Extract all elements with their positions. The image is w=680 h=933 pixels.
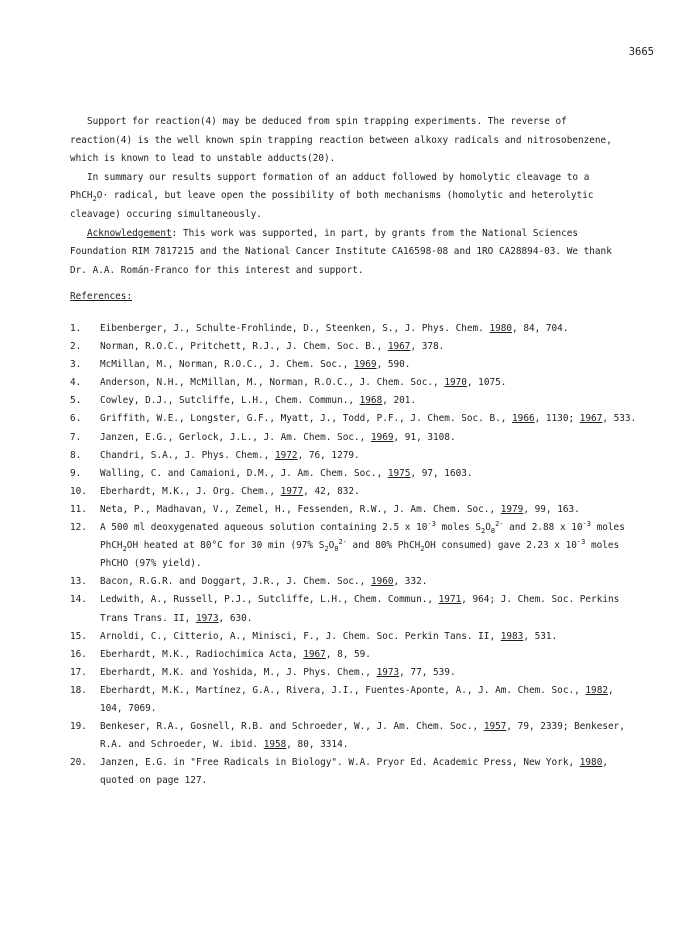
reference-year: 1960 bbox=[370, 576, 394, 588]
paragraph-spin-trapping bbox=[70, 113, 632, 169]
reference-number: 12. bbox=[70, 522, 87, 534]
reference-part: moles PhCHO (97% yield). bbox=[100, 540, 620, 570]
reference-part: A 500 ml deoxygenated aqueous solution containing 2.5 x 10 bbox=[100, 522, 428, 534]
reference-part: , 79, 2339; Benkeser, R.A. and Schroeder, W. ibid. bbox=[100, 721, 625, 751]
reference-item bbox=[70, 447, 640, 465]
reference-text bbox=[100, 682, 640, 718]
reference-number: 7. bbox=[70, 431, 82, 443]
reference-list bbox=[70, 320, 640, 790]
reference-part: Norman, R.O.C., Pritchett, R.J., J. Chem. Soc. B., bbox=[100, 341, 388, 353]
reference-part: , 1075. bbox=[466, 377, 507, 389]
reference-part: OH heated at 80°C for 30 min (97% S bbox=[126, 540, 325, 552]
reference-part: Eberhardt, M.K., J. Org. Chem., bbox=[100, 485, 281, 497]
reference-item bbox=[70, 483, 640, 501]
reference-part: , 533. bbox=[602, 413, 637, 425]
reference-part: , 99, 163. bbox=[523, 503, 580, 515]
reference-text bbox=[100, 392, 640, 410]
reference-text bbox=[100, 646, 640, 664]
reference-year: 1979 bbox=[500, 503, 524, 515]
reference-part: , 1130; bbox=[534, 413, 580, 425]
reference-number: 18. bbox=[70, 684, 87, 696]
reference-part: , 76, 1279. bbox=[297, 449, 360, 461]
reference-part: , 332. bbox=[393, 576, 428, 588]
subscript: 2 bbox=[324, 545, 329, 553]
reference-year: 1971 bbox=[438, 594, 462, 606]
reference-year: 1969 bbox=[354, 359, 377, 371]
reference-item bbox=[70, 573, 640, 591]
reference-item bbox=[70, 320, 640, 338]
reference-part: Eberhardt, M.K., Martínez, G.A., Rivera, J.I., Fuentes-Aponte, A., J. Am. Chem. Soc., bbox=[100, 684, 586, 696]
reference-number: 13. bbox=[70, 576, 87, 588]
superscript: 2- bbox=[495, 519, 504, 528]
reference-year: 1969 bbox=[370, 431, 394, 443]
reference-item bbox=[70, 429, 640, 447]
reference-item bbox=[70, 374, 640, 392]
reference-number: 4. bbox=[70, 377, 82, 389]
reference-number: 14. bbox=[70, 594, 87, 606]
reference-part: Eibenberger, J., Schulte-Frohlinde, D., Steenken, S., J. Phys. Chem. bbox=[100, 323, 490, 334]
reference-item bbox=[70, 591, 640, 627]
reference-part: Janzen, E.G., Gerlock, J.L., J. Am. Chem. Soc., bbox=[100, 431, 371, 443]
reference-text bbox=[100, 338, 640, 356]
reference-item bbox=[70, 410, 640, 428]
reference-part: , 8, 59. bbox=[325, 648, 371, 660]
reference-part: , 84, 704. bbox=[512, 323, 569, 334]
reference-year: 1982 bbox=[585, 684, 608, 696]
reference-part: Griffith, W.E., Longster, G.F., Myatt, J., Todd, P.F., J. Chem. Soc. B., bbox=[100, 413, 513, 425]
reference-year: 1958 bbox=[263, 739, 287, 751]
reference-text bbox=[100, 519, 640, 573]
reference-part: Walling, C. and Camaioni, D.M., J. Am. Chem. Soc., bbox=[100, 467, 388, 479]
reference-number: 15. bbox=[70, 630, 87, 642]
reference-part: , 378. bbox=[410, 341, 445, 353]
reference-part: and 2.88 x 10 bbox=[503, 522, 583, 534]
subscript: 2 bbox=[122, 545, 127, 553]
reference-number: 8. bbox=[70, 449, 82, 461]
reference-part: , 531. bbox=[523, 630, 558, 642]
reference-year: 1957 bbox=[483, 721, 507, 733]
reference-number: 2. bbox=[70, 341, 82, 353]
reference-number: 5. bbox=[70, 395, 82, 407]
reference-part: Bacon, R.G.R. and Doggart, J.R., J. Chem. Soc., bbox=[100, 576, 371, 588]
reference-number: 17. bbox=[70, 666, 87, 678]
reference-part: Ledwith, A., Russell, P.J., Sutcliffe, L.H., Chem. Commun., bbox=[100, 594, 439, 606]
reference-year: 1975 bbox=[387, 467, 411, 479]
subscript: 2 bbox=[480, 526, 486, 535]
reference-text bbox=[100, 628, 640, 646]
reference-part: Eberhardt, M.K. and Yoshida, M., J. Phys. Chem., bbox=[100, 666, 377, 678]
reference-text bbox=[100, 356, 640, 374]
reference-item bbox=[70, 356, 640, 374]
superscript: 2- bbox=[338, 538, 347, 546]
reference-year: 1983 bbox=[500, 630, 524, 642]
reference-number: 10. bbox=[70, 485, 87, 497]
superscript: -3 bbox=[582, 519, 591, 528]
reference-item bbox=[70, 519, 640, 573]
reference-item bbox=[70, 392, 640, 410]
reference-part: OH consumed) gave 2.23 x 10 bbox=[424, 540, 577, 552]
reference-part: Neta, P., Madhavan, V., Zemel, H., Fessenden, R.W., J. Am. Chem. Soc., bbox=[100, 503, 501, 515]
reference-text bbox=[100, 718, 640, 754]
reference-text bbox=[100, 573, 640, 591]
reference-text bbox=[100, 429, 640, 447]
reference-year: 1966 bbox=[512, 413, 535, 425]
reference-part: , 964; J. Chem. Soc. Perkins Trans Trans. II, bbox=[100, 594, 620, 624]
reference-number: 1. bbox=[70, 323, 82, 334]
reference-part: Chandri, S.A., J. Phys. Chem., bbox=[100, 449, 275, 461]
reference-text bbox=[100, 447, 640, 465]
reference-text bbox=[100, 320, 640, 338]
reference-part: moles PhCH bbox=[100, 522, 625, 552]
body-text bbox=[70, 113, 632, 280]
reference-part: Arnoldi, C., Citterio, A., Minisci, F., J. Chem. Soc. Perkin Tans. II, bbox=[100, 630, 501, 642]
subscript: 8 bbox=[334, 545, 339, 553]
reference-text bbox=[100, 754, 640, 790]
reference-part: O bbox=[485, 522, 491, 534]
reference-text bbox=[100, 374, 640, 392]
reference-part: , 201. bbox=[382, 395, 417, 407]
reference-year: 1973 bbox=[195, 612, 219, 624]
subscript: 2 bbox=[420, 545, 425, 553]
reference-part: Anderson, N.H., McMillan, M., Norman, R.O.C., J. Chem. Soc., bbox=[100, 377, 445, 389]
paragraph-acknowledgement bbox=[70, 225, 632, 281]
reference-text bbox=[100, 410, 640, 428]
reference-year: 1972 bbox=[274, 449, 298, 461]
reference-number: 19. bbox=[70, 721, 87, 733]
reference-number: 16. bbox=[70, 648, 87, 660]
subscript: 8 bbox=[490, 526, 496, 535]
reference-part: , 630. bbox=[218, 612, 253, 624]
reference-part: Cowley, D.J., Sutcliffe, L.H., Chem. Commun., bbox=[100, 395, 360, 407]
reference-number: 9. bbox=[70, 467, 82, 479]
reference-year: 1977 bbox=[280, 485, 304, 497]
reference-year: 1967 bbox=[387, 341, 411, 353]
references-heading: References: bbox=[70, 291, 133, 302]
reference-item bbox=[70, 465, 640, 483]
reference-year: 1980 bbox=[579, 757, 603, 769]
reference-year: 1970 bbox=[444, 377, 467, 389]
reference-number: 20. bbox=[70, 757, 87, 769]
reference-part: , 80, 3314. bbox=[286, 739, 349, 751]
reference-item bbox=[70, 501, 640, 519]
reference-item bbox=[70, 628, 640, 646]
reference-text bbox=[100, 465, 640, 483]
subscript: 2 bbox=[92, 195, 97, 204]
reference-year: 1980 bbox=[489, 323, 513, 334]
reference-year: 1967 bbox=[303, 648, 326, 660]
reference-part: , 42, 832. bbox=[303, 485, 360, 497]
reference-part: O bbox=[328, 540, 335, 552]
reference-part: McMillan, M., Norman, R.O.C., J. Chem. Soc., bbox=[100, 359, 354, 371]
reference-item bbox=[70, 646, 640, 664]
superscript: -3 bbox=[427, 519, 436, 528]
acknowledgement-label: Acknowledgement bbox=[87, 227, 172, 239]
reference-part: , 590. bbox=[376, 359, 411, 371]
reference-year: 1973 bbox=[376, 666, 400, 678]
reference-part: and 80% PhCH bbox=[346, 540, 421, 552]
reference-part: , quoted on page 127. bbox=[100, 757, 608, 787]
reference-number: 3. bbox=[70, 359, 82, 371]
reference-part: , 91, 3108. bbox=[393, 431, 456, 443]
reference-year: 1968 bbox=[359, 395, 383, 407]
reference-item bbox=[70, 718, 640, 754]
reference-item bbox=[70, 664, 640, 682]
reference-text bbox=[100, 501, 640, 519]
reference-text bbox=[100, 664, 640, 682]
reference-item bbox=[70, 682, 640, 718]
reference-number: 6. bbox=[70, 413, 82, 425]
paragraph-text: : This work was supported, in part, by grants from the National Sciences Foundation RIM 7817215 and the National Cancer Institute CA16598-08 and 1RO CA28894-03. We thank Dr. A.A. Román-Franco for this interest and support. bbox=[70, 227, 612, 276]
reference-part: Eberhardt, M.K., Radiochimica Acta, bbox=[100, 648, 304, 660]
reference-part: , 104, 7069. bbox=[100, 684, 614, 714]
reference-text bbox=[100, 483, 640, 501]
reference-part: , 77, 539. bbox=[399, 666, 456, 678]
paragraph-text: In summary our results support formation of an adduct followed by homolytic cleavage to a PhCH bbox=[70, 171, 590, 202]
paragraph-text: O· radical, but leave open the possibility of both mechanisms (homolytic and heterolytic cleavage) occuring simultaneously. bbox=[70, 190, 594, 220]
reference-year: 1967 bbox=[579, 413, 603, 425]
paragraph-summary bbox=[70, 169, 632, 225]
page-number: 3665 bbox=[628, 46, 654, 58]
reference-part: moles S bbox=[435, 522, 481, 534]
reference-item bbox=[70, 338, 640, 356]
superscript: -3 bbox=[576, 538, 586, 546]
reference-part: Benkeser, R.A., Gosnell, R.B. and Schroeder, W., J. Am. Chem. Soc., bbox=[100, 721, 484, 733]
paragraph-text: Support for reaction(4) may be deduced from spin trapping experiments. The reverse of reaction(4) is the well known spin trapping reaction between alkoxy radicals and nitrosobenzene, which is known to lead to unstable adducts(20). bbox=[70, 116, 612, 165]
reference-text bbox=[100, 591, 640, 627]
reference-number: 11. bbox=[70, 503, 87, 515]
reference-part: Janzen, E.G. in "Free Radicals in Biology". W.A. Pryor Ed. Academic Press, New York, bbox=[100, 757, 580, 769]
reference-item bbox=[70, 754, 640, 790]
reference-part: , 97, 1603. bbox=[410, 467, 473, 479]
